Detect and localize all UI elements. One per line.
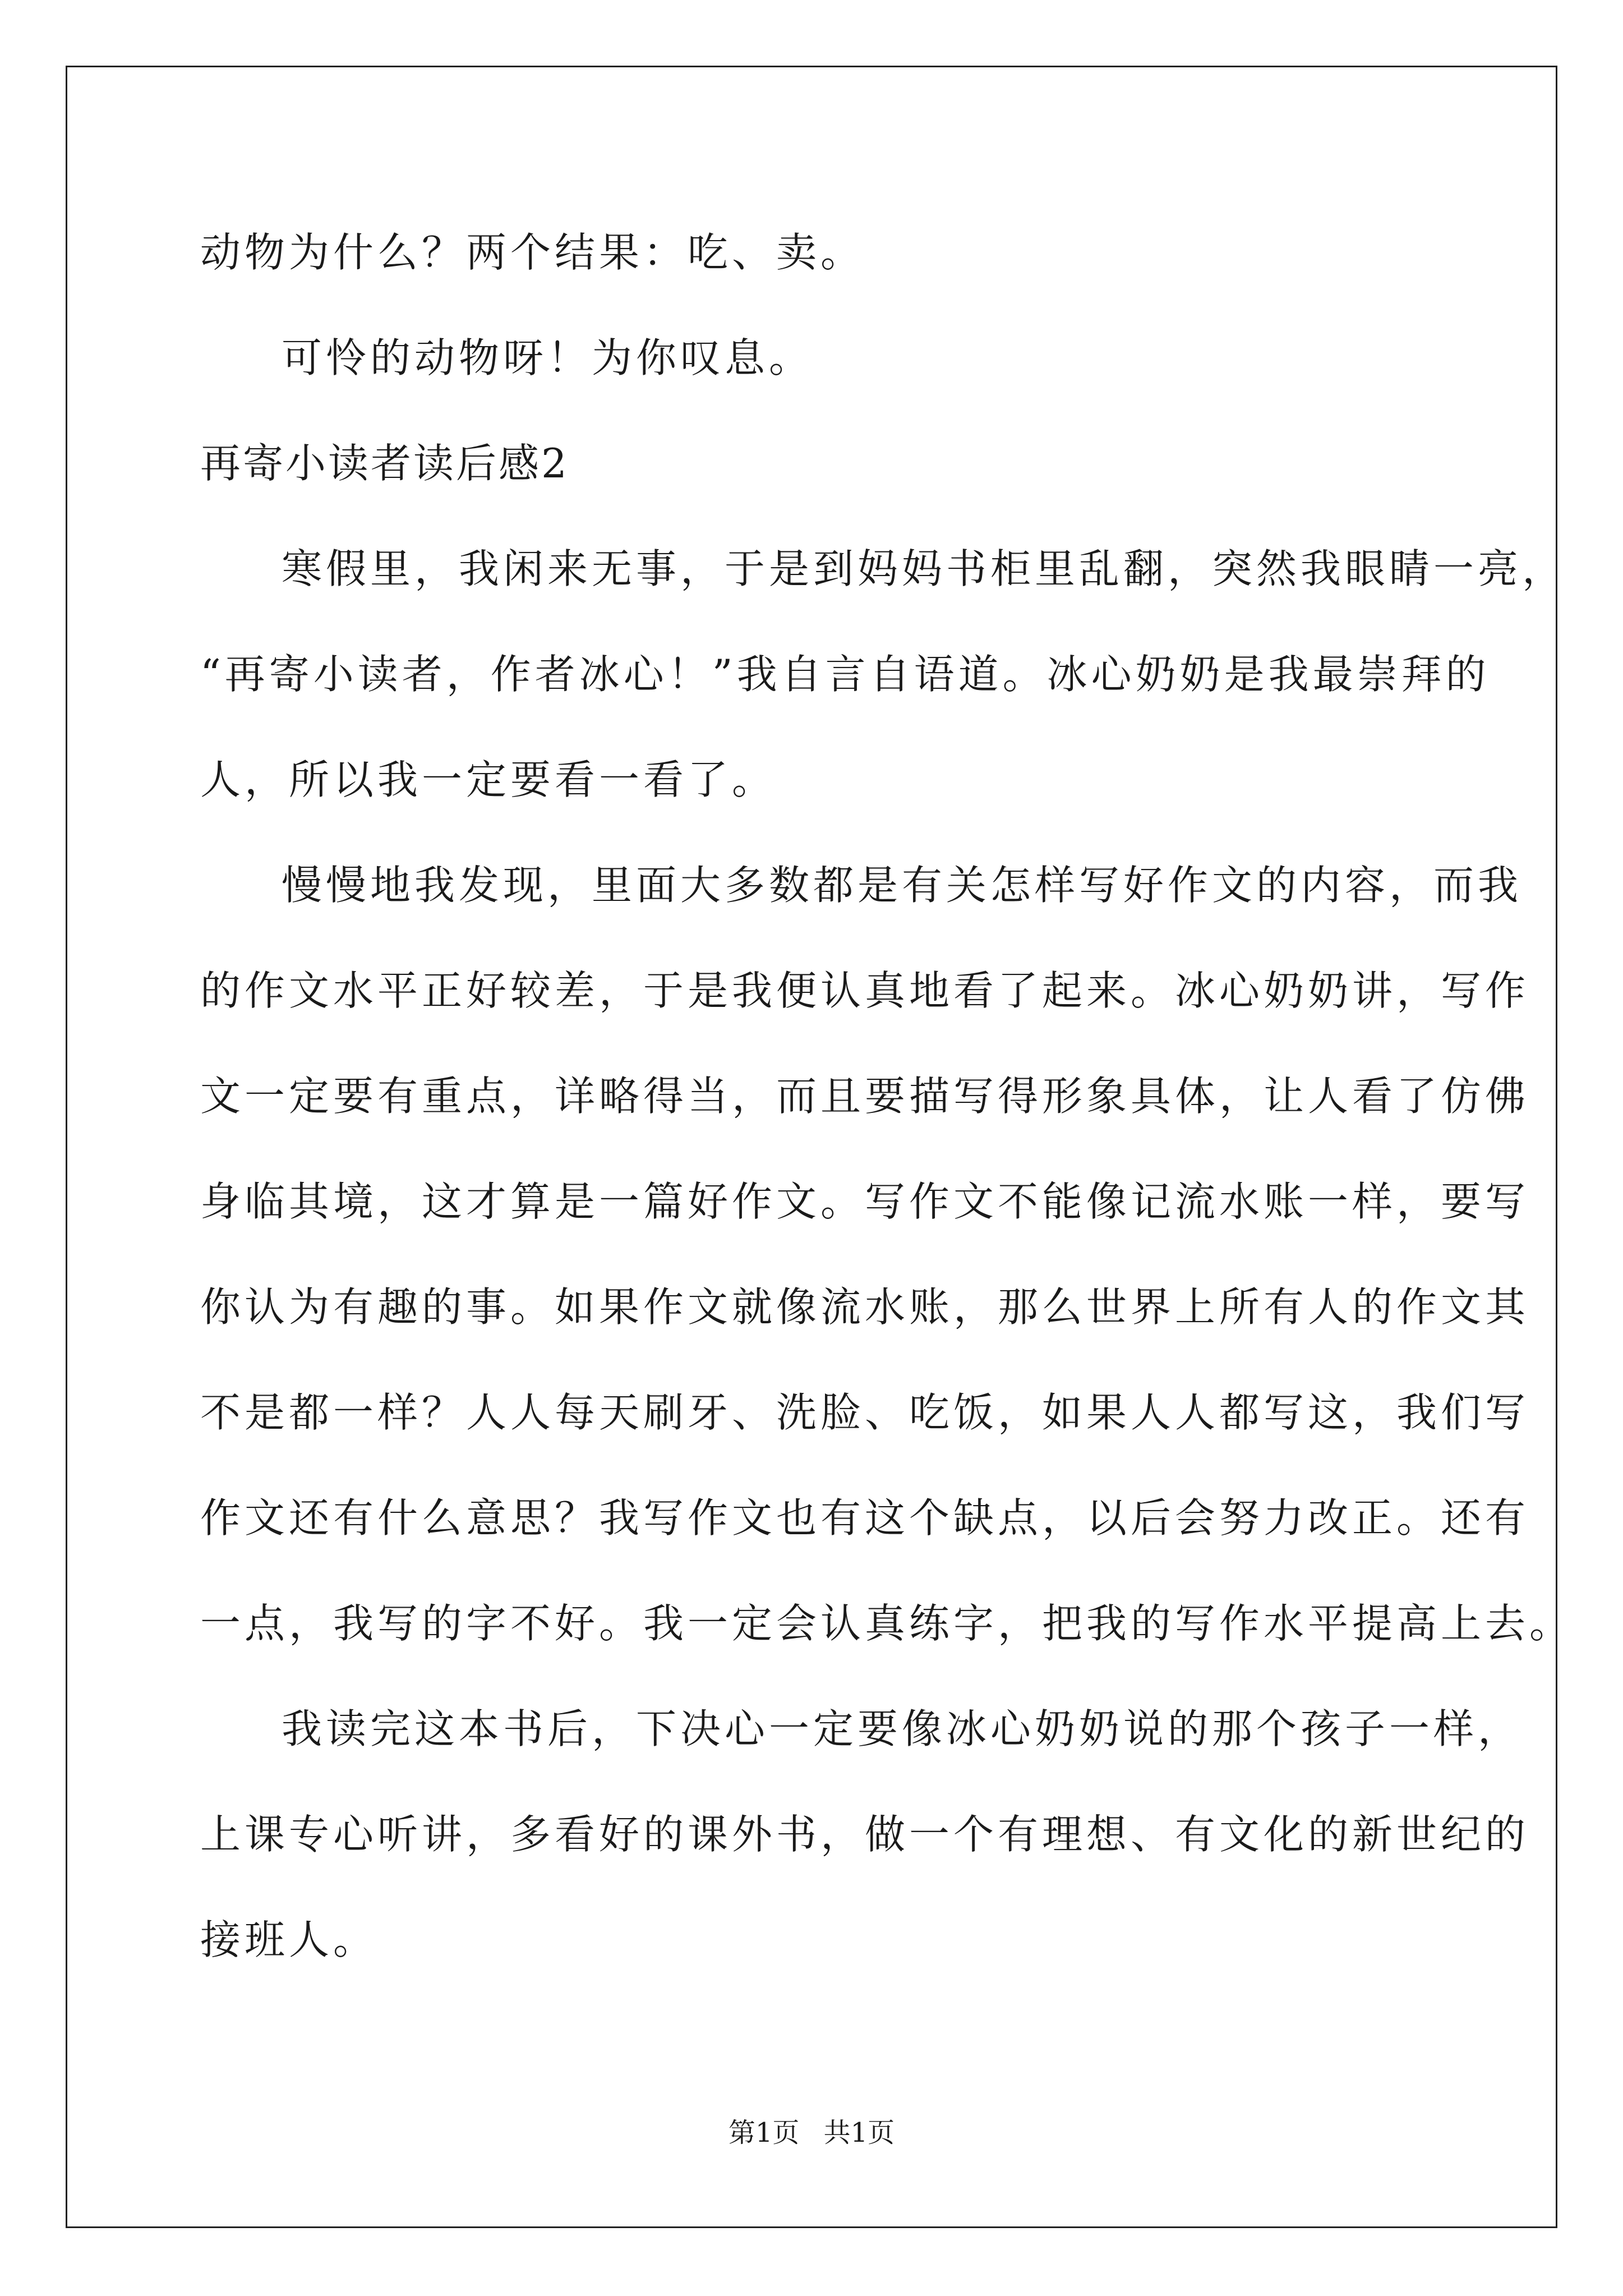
text-line: 接班人。 (200, 1916, 378, 1963)
text-line: 人，所以我一定要看一看了。 (200, 756, 777, 803)
text-line: 慢慢地我发现，里面大多数都是有关怎样写好作文的内容，而我 (282, 862, 1523, 909)
text-line: 上课专心听讲，多看好的课外书，做一个有理想、有文化的新世纪的 (200, 1811, 1530, 1858)
text-line: 一点，我写的字不好。我一定会认真练字，把我的写作水平提高上去。 (200, 1600, 1574, 1647)
page-border (66, 66, 1557, 2228)
text-line: 不是都一样？人人每天刷牙、洗脸、吃饭，如果人人都写这，我们写 (200, 1389, 1530, 1436)
text-line: 身临其境，这才算是一篇好作文。写作文不能像记流水账一样，要写 (200, 1178, 1530, 1225)
page-total: 共1页 (823, 2117, 895, 2148)
text-line: 可怜的动物呀！为你叹息。 (282, 334, 814, 381)
text-line: 寒假里，我闲来无事，于是到妈妈书柜里乱翻，突然我眼睛一亮， (282, 545, 1567, 592)
page-number: 第1页 (728, 2117, 800, 2148)
text-line: 的作文水平正好较差，于是我便认真地看了起来。冰心奶奶讲，写作 (200, 967, 1530, 1014)
text-line: 动物为什么？两个结果：吃、卖。 (200, 229, 865, 276)
text-line: “再寄小读者，作者冰心！”我自言自语道。冰心奶奶是我最崇拜的 (200, 651, 1490, 698)
text-line: 我读完这本书后，下决心一定要像冰心奶奶说的那个孩子一样， (282, 1705, 1523, 1752)
page-footer (0, 2116, 1623, 2150)
text-line: 你认为有趣的事。如果作文就像流水账，那么世界上所有人的作文其 (200, 1283, 1530, 1331)
text-line: 作文还有什么意思？我写作文也有这个缺点，以后会努力改正。还有 (200, 1494, 1530, 1542)
section-heading: 再寄小读者读后感2 (200, 440, 569, 487)
text-line: 文一定要有重点，详略得当，而且要描写得形象具体，让人看了仿佛 (200, 1073, 1530, 1120)
